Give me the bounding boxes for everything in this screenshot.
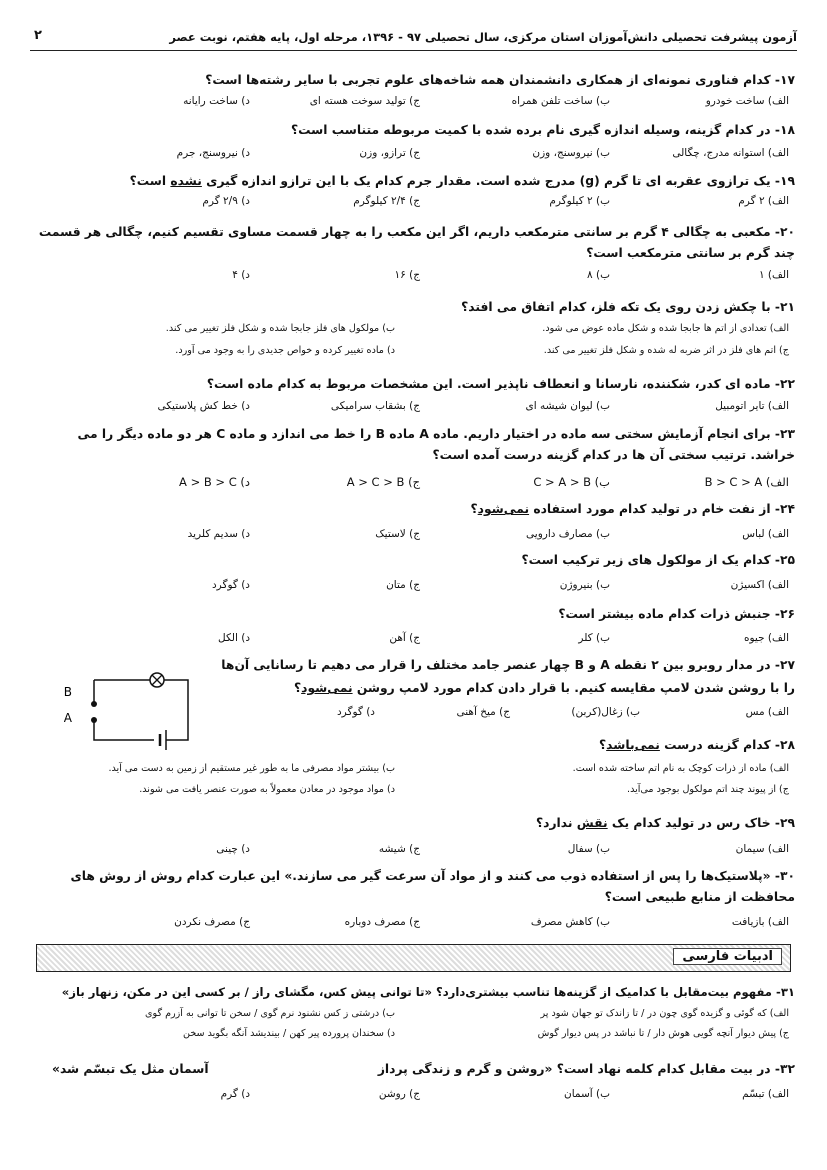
option-d: د) نیروسنج، جرم (176, 147, 250, 159)
question-29 (32, 814, 795, 861)
option-c: ج) شیشه (378, 843, 420, 855)
option-c: ج) آهن (389, 632, 420, 644)
option-b: ب) مولکول های فلز جابجا شده و شکل فلز تغییر می کند. (165, 323, 395, 334)
option-d: د) گوگرد (211, 579, 250, 591)
exam-title: آزمون پیشرفت تحصیلی دانش‌آموزان استان مرکزی، سال تحصیلی ۹۷ - ۱۳۹۶، مرحله اول، پایه هفتم، نوبت عصر (169, 30, 797, 44)
option-d: د) A > B > C (179, 475, 250, 489)
option-b: ب) ۸ (587, 269, 610, 281)
option-c: ج) لاستیک (375, 528, 420, 540)
question-18 (32, 121, 795, 165)
option-d: د) ماده تغییر کرده و خواص جدیدی را به وجود می آورد. (175, 345, 395, 356)
option-b: ب) درشتی ز کس نشنود نرم گوی / سخن تا توانی به آزرم گوی (144, 1008, 395, 1019)
verse-end: آسمان مثل یک تبسّم شد» (52, 1062, 209, 1076)
question-32 (32, 1060, 795, 1106)
option-c: ج) ۲/۴ کیلوگرم (353, 195, 420, 207)
option-a: الف) که گوئی و گزیده گوی چون در / تا زاندک تو جهان شود پر (540, 1008, 789, 1019)
question-text: ۳۲- در بیت مقابل کدام کلمه نهاد است؟ «روشن و گرم و زندگی پرداز (377, 1062, 795, 1076)
option-d: د) خط کش پلاستیکی (157, 400, 250, 412)
option-b: ب) کاهش مصرف (530, 916, 610, 928)
label-a: A (64, 711, 72, 725)
option-a: الف) اکسیژن (730, 579, 789, 591)
option-d: د) گرم (220, 1088, 250, 1100)
option-c: ج) تولید سوخت هسته ای (309, 95, 420, 107)
option-a: الف) ساخت خودرو (705, 95, 789, 107)
option-a: الف) ماده از ذرات کوچک به نام اتم ساخته شده است. (572, 763, 789, 774)
option-c: ج) روشن (378, 1088, 420, 1100)
option-b: ب) آسمان (563, 1088, 610, 1100)
option-b: ب) ساخت تلفن همراه (511, 95, 610, 107)
option-d: د) سخندان پرورده پیر کهن / بیندیشد آنگه بگوید سخن (183, 1028, 395, 1039)
terminal-a (91, 717, 97, 723)
question-21 (32, 298, 795, 362)
option-a: الف) لباس (742, 528, 789, 540)
option-a: الف) مس (745, 706, 789, 718)
option-a: الف) ۲ گرم (738, 195, 789, 207)
page-header (30, 28, 797, 51)
option-b: ب) کلر (578, 632, 610, 644)
page-number: ۲ (34, 28, 42, 43)
section-header-persian-literature (36, 944, 791, 972)
question-text: ۲۵- کدام یک از مولکول های زیر ترکیب است؟ (521, 553, 795, 567)
option-a: الف) بازیافت (731, 916, 789, 928)
option-b: ب) لیوان شیشه ای (525, 400, 610, 412)
option-d: د) ۲/۹ گرم (202, 195, 250, 207)
question-31 (32, 983, 795, 1045)
question-26 (32, 605, 795, 650)
question-text: ۲۶- جنبش ذرات کدام ماده بیشتر است؟ (558, 607, 795, 621)
question-text: ۲۸- کدام گزینه درست نمی‌باشد؟ (599, 738, 795, 752)
option-c: ج) A > C > B (346, 475, 420, 489)
question-28 (32, 736, 795, 801)
option-b: ب) C > A > B (533, 475, 610, 489)
question-22 (32, 375, 795, 418)
option-d: د) چینی (216, 843, 250, 855)
option-a: الف) تبسّم (742, 1088, 789, 1100)
question-text-line2: را با روشن شدن لامپ مقایسه کنیم. با قرار دادن کدام مورد لامپ روشن نمی‌شود؟ (294, 681, 795, 695)
option-b: ب) سفال (567, 843, 610, 855)
option-b: ب) زغال(کربن) (571, 706, 640, 718)
option-b: ب) نیروسنج، وزن (532, 147, 610, 159)
question-text: ۲۰- مکعبی به چگالی ۴ گرم بر سانتی مترمکعب داریم، اگر این مکعب را به چهار قسمت مساوی تقسیم کنیم، چگالی هر قسمت چند گرم بر سانتی مترمکعب است؟ (38, 225, 795, 260)
option-c: ج) مصرف دوباره (344, 916, 420, 928)
question-text: ۱۸- در کدام گزینه، وسیله اندازه گیری نام برده شده با کمیت مربوطه متناسب است؟ (291, 123, 795, 137)
question-24 (32, 500, 795, 546)
option-c: ج) ۱۶ (394, 269, 420, 281)
question-text: ۲۱- با چکش زدن روی یک تکه فلز، کدام اتفاق می افتد؟ (461, 300, 795, 314)
option-d: د) مواد موجود در معادن معمولاً به صورت عنصر یافت می شوند. (139, 784, 395, 795)
option-c: ج) ترازو، وزن (359, 147, 420, 159)
option-c: ج) از پیوند چند اتم مولکول بوجود می‌آید. (627, 784, 789, 795)
question-17 (32, 71, 795, 113)
option-c: ج) پیش دیوار آنچه گویی هوش دار / تا نباشد در پس دیوار گوش (537, 1028, 789, 1039)
question-text: ۲۴- از نفت خام در تولید کدام مورد استفاده نمی‌شود؟ (470, 502, 795, 516)
option-d: د) سدیم کلرید (187, 528, 250, 540)
option-c: ج) متان (386, 579, 420, 591)
option-a: الف) استوانه مدرج، چگالی (672, 147, 789, 159)
question-text: ۱۷- کدام فناوری نمونه‌ای از همکاری دانشمندان همه شاخه‌های علوم تجربی با سایر رشته‌ها است؟ (205, 73, 795, 87)
option-d: د) الکل (218, 632, 250, 644)
option-a: الف) سیمان (735, 843, 789, 855)
option-d: د) ساخت رایانه (183, 95, 250, 107)
option-b: ب) مصارف دارویی (526, 528, 610, 540)
option-b: ب) بیشتر مواد مصرفی ما به طور غیر مستقیم از زمین به دست می آید. (108, 763, 395, 774)
question-text: ۲۳- برای انجام آزمایش سختی سه ماده در اختیار داریم. ماده A ماده B را خط می اندازد و ماده C هر دو ماده دیگر را می خراشد. ترتیب سختی آن ها در کدام گزینه درست آمده است؟ (77, 427, 795, 462)
option-b: ب) بنیروژن (559, 579, 610, 591)
option-a: الف) ۱ (758, 269, 789, 281)
question-text: ۳۱- مفهوم بیت‌مقابل با کدامیک از گزینه‌ها تناسب بیشتری‌دارد؟ «تا توانی پیش کس، مگشای راز / بر کسی این در مکن، زنهار باز» (61, 985, 795, 999)
option-a: الف) B > C > A (704, 475, 789, 489)
label-b: B (64, 685, 72, 699)
option-a: الف) تعدادی از اتم ها جابجا شده و شکل ماده عوض می شود. (542, 323, 789, 334)
question-20 (32, 222, 795, 287)
question-text: ۱۹- یک ترازوی عقربه ای تا گرم (g) مدرج شده است. مقدار جرم کدام یک با این ترازو اندازه گیری نشده است؟ (129, 174, 795, 188)
option-a: الف) جیوه (743, 632, 789, 644)
question-19 (32, 172, 795, 213)
option-c: ج) اتم های فلز در اثر ضربه له شده و شکل فلز تغییر می کند. (543, 345, 789, 356)
question-text: ۳۰- «پلاستیک‌ها را پس از استفاده ذوب می کنند و از مواد آن سرعت گیر می سازند.» این عبارت کدام روش از روش های محافظت از منابع طبیعی است؟ (70, 869, 795, 904)
section-title: ادبیات فارسی (673, 948, 782, 965)
option-d: د) ۴ (232, 269, 250, 281)
option-a: الف) تایر اتومبیل (715, 400, 789, 412)
question-30 (32, 866, 795, 934)
terminal-b (91, 701, 97, 707)
question-text: ۲۹- خاک رس در تولید کدام یک نقش ندارد؟ (536, 816, 795, 830)
option-d: د) گوگرد (336, 706, 375, 718)
option-d: ج) مصرف نکردن (174, 916, 250, 928)
option-c: ج) بشقاب سرامیکی (330, 400, 420, 412)
circuit-wires (94, 680, 188, 740)
question-23 (32, 424, 795, 493)
question-text: ۲۲- ماده ای کدر، شکننده، نارسانا و انعطاف ناپذیر است. این مشخصات مربوط به کدام ماده است؟ (206, 377, 795, 391)
question-text-line1: ۲۷- در مدار روبرو بین ۲ نقطه A و B چهار عنصر جامد مختلف را قرار می دهیم تا رسانایی آن‌ها (221, 658, 795, 672)
option-c: ج) میخ آهنی (456, 706, 510, 718)
question-25 (32, 551, 795, 597)
option-b: ب) ۲ کیلوگرم (549, 195, 610, 207)
